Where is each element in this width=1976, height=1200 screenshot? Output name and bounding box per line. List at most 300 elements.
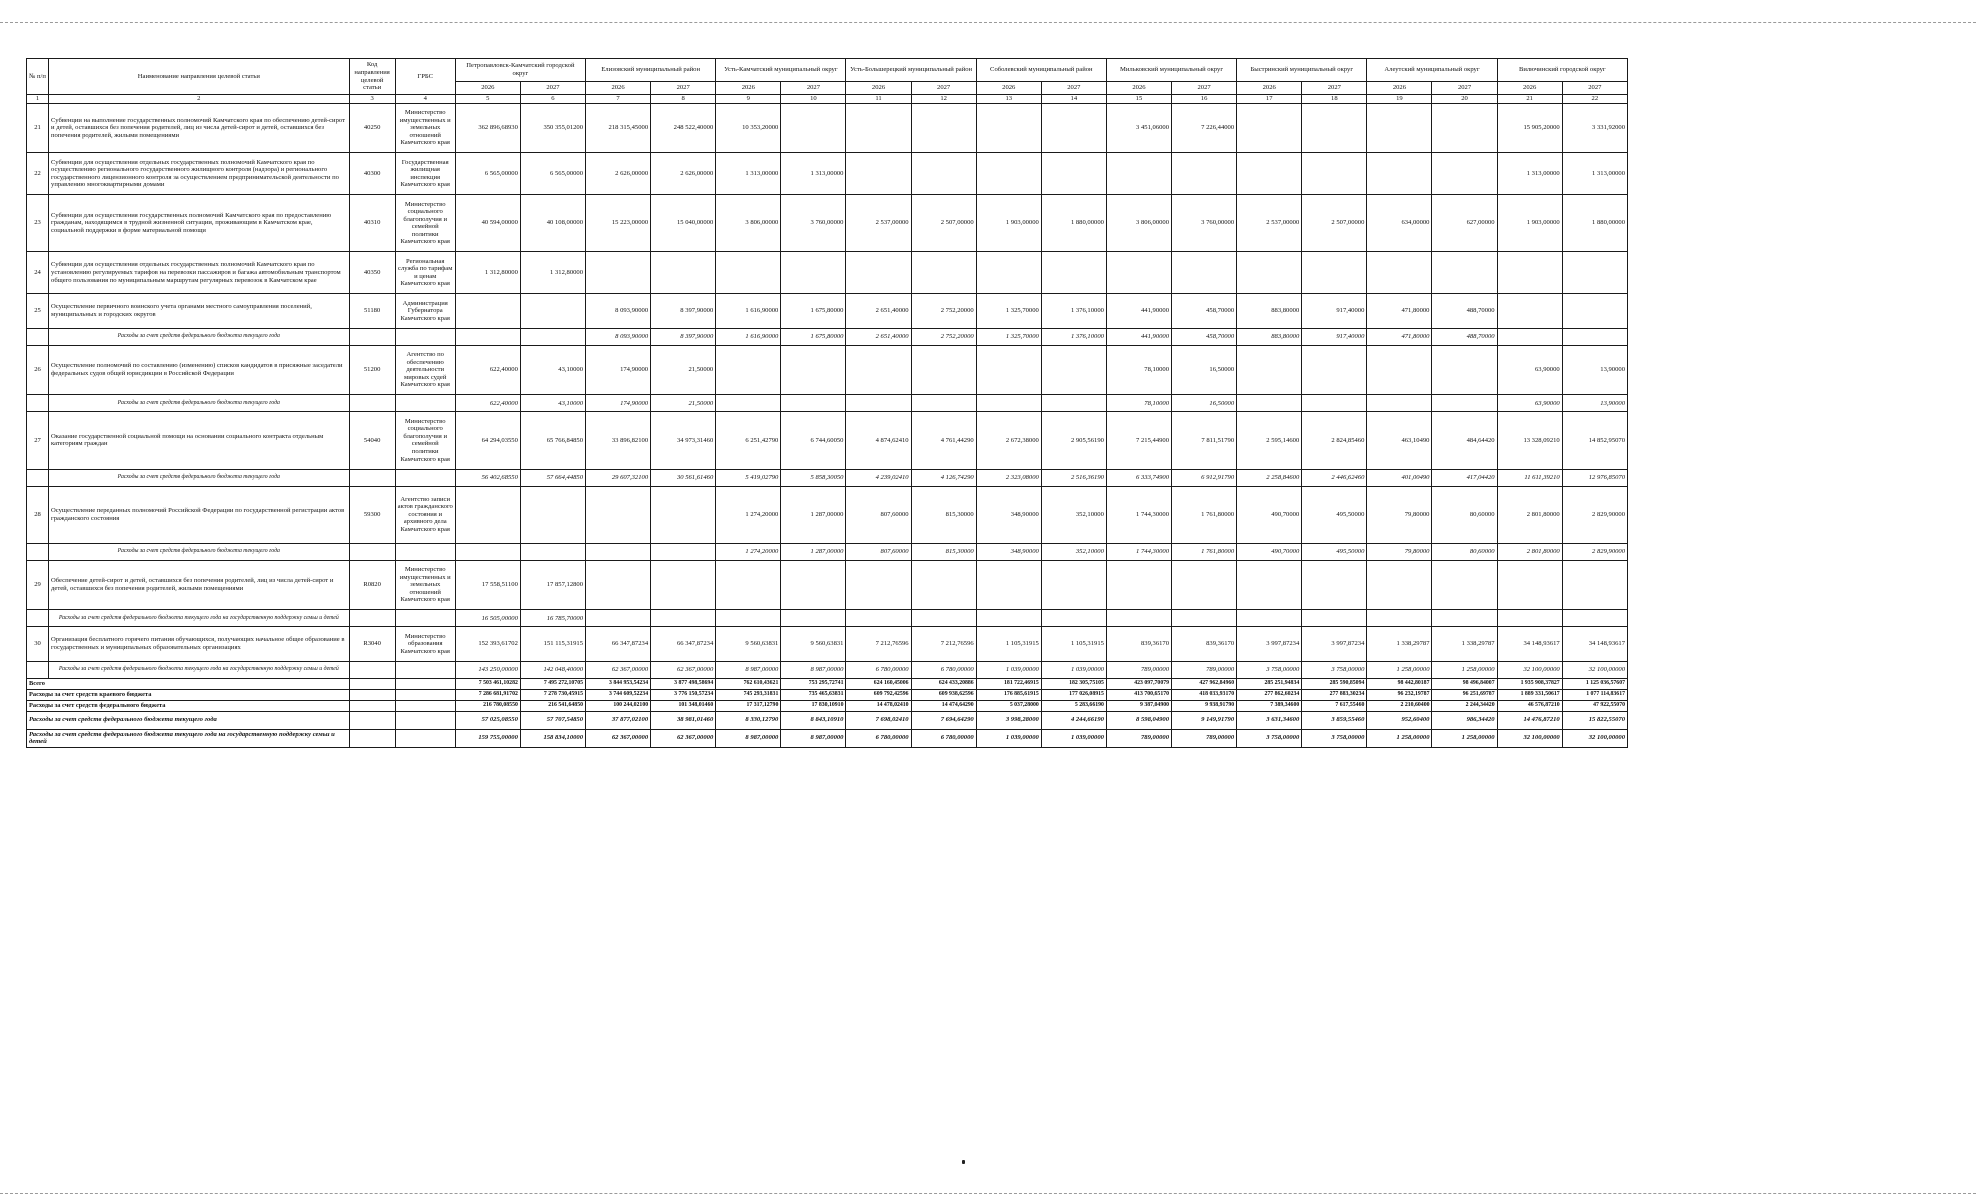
header-column-index: 1	[27, 95, 49, 104]
value-cell: 839,36170	[1106, 627, 1171, 661]
value-cell: 1 077 114,83617	[1562, 689, 1627, 700]
value-cell	[586, 252, 651, 294]
value-cell: 38 981,01460	[651, 711, 716, 729]
value-cell: 3 776 150,57234	[651, 689, 716, 700]
row-code: 54040	[349, 412, 395, 469]
row-number: 25	[27, 294, 49, 328]
value-cell: 3 998,28000	[976, 711, 1041, 729]
subrow-name: Расходы за счет средств федерального бюджета текущего года	[49, 328, 350, 345]
value-cell	[1497, 610, 1562, 627]
value-cell	[1432, 153, 1497, 195]
value-cell: 2 323,08000	[976, 469, 1041, 486]
value-cell: 17 857,12800	[520, 560, 585, 610]
value-cell	[1302, 103, 1367, 153]
value-cell: 735 465,63831	[781, 689, 846, 700]
value-cell: 7 694,64290	[911, 711, 976, 729]
header-district: Усть-Камчатский муниципальный округ	[716, 59, 846, 82]
table-row	[27, 252, 1628, 294]
value-cell: 9 560,63831	[781, 627, 846, 661]
row-code: 51180	[349, 294, 395, 328]
value-cell: 1 039,00000	[976, 729, 1041, 747]
value-cell	[1562, 560, 1627, 610]
value-cell: 1 616,90000	[716, 294, 781, 328]
value-cell: 14 852,95070	[1562, 412, 1627, 469]
header-district: Вилючинский городской округ	[1497, 59, 1627, 82]
row-code-empty	[349, 610, 395, 627]
value-cell: 13,90000	[1562, 345, 1627, 395]
header-district: Быстринский муниципальный округ	[1237, 59, 1367, 82]
row-grbs: Министерство социального благополучия и семейной политики Камчатского края	[395, 195, 455, 252]
totals-row	[27, 711, 1628, 729]
value-cell: 174,90000	[586, 345, 651, 395]
header-year: 2027	[1041, 82, 1106, 95]
value-cell	[976, 103, 1041, 153]
table-subrow	[27, 610, 1628, 627]
header-column-index: 13	[976, 95, 1041, 104]
value-cell: 1 313,00000	[781, 153, 846, 195]
row-code-empty	[349, 700, 395, 711]
totals-name: Расходы за счет средств федерального бюджета	[27, 700, 350, 711]
value-cell: 143 250,00000	[455, 661, 520, 678]
value-cell: 789,00000	[1172, 729, 1237, 747]
value-cell: 7 389,34600	[1237, 700, 1302, 711]
value-cell: 62 367,00000	[651, 729, 716, 747]
value-cell: 65 766,84850	[520, 412, 585, 469]
value-cell: 417,04420	[1432, 469, 1497, 486]
value-cell: 14 476,87210	[1497, 711, 1562, 729]
value-cell	[1562, 610, 1627, 627]
value-cell	[781, 252, 846, 294]
row-grbs-empty	[395, 689, 455, 700]
value-cell: 883,80000	[1237, 328, 1302, 345]
header-year: 2026	[846, 82, 911, 95]
value-cell: 627,00000	[1432, 195, 1497, 252]
value-cell	[1237, 252, 1302, 294]
value-cell: 609 792,42596	[846, 689, 911, 700]
value-cell: 490,70000	[1237, 486, 1302, 543]
row-grbs: Министерство образования Камчатского края	[395, 627, 455, 661]
value-cell: 57 664,44850	[520, 469, 585, 486]
value-cell: 6 251,42790	[716, 412, 781, 469]
value-cell	[781, 560, 846, 610]
value-cell: 3 331,92000	[1562, 103, 1627, 153]
value-cell: 7 215,44900	[1106, 412, 1171, 469]
row-number: 21	[27, 103, 49, 153]
value-cell: 2 537,00000	[1237, 195, 1302, 252]
value-cell: 3 997,87234	[1302, 627, 1367, 661]
totals-name: Расходы за счет средств краевого бюджета	[27, 689, 350, 700]
value-cell: 8 987,00000	[716, 729, 781, 747]
header-column-index: 15	[1106, 95, 1171, 104]
value-cell	[1497, 328, 1562, 345]
header-column-index: 17	[1237, 95, 1302, 104]
value-cell: 47 922,55070	[1562, 700, 1627, 711]
value-cell: 418 033,93170	[1172, 689, 1237, 700]
value-cell: 10 353,20000	[716, 103, 781, 153]
value-cell: 8 093,90000	[586, 294, 651, 328]
value-cell	[911, 153, 976, 195]
value-cell: 14 474,64290	[911, 700, 976, 711]
value-cell: 634,00000	[1367, 195, 1432, 252]
value-cell: 1 039,00000	[1041, 729, 1106, 747]
value-cell: 9 938,91790	[1172, 700, 1237, 711]
subrow-name: Расходы за счет средств федерального бюджета текущего года	[49, 395, 350, 412]
value-cell: 1 376,10000	[1041, 328, 1106, 345]
header-district: Усть-Большерецкий муниципальный район	[846, 59, 976, 82]
header-year: 2026	[976, 82, 1041, 95]
value-cell: 1 312,80000	[520, 252, 585, 294]
value-cell: 1 258,00000	[1367, 661, 1432, 678]
subrow-name: Расходы за счет средств федерального бюджета текущего года	[49, 469, 350, 486]
table-row	[27, 345, 1628, 395]
header-column-index: 22	[1562, 95, 1627, 104]
value-cell: 78,10000	[1106, 395, 1171, 412]
header-name: Наименование направления целевой статьи	[49, 59, 350, 95]
totals-row	[27, 700, 1628, 711]
value-cell	[1497, 294, 1562, 328]
row-grbs-empty	[395, 543, 455, 560]
row-name: Осуществление переданных полномочий Российской Федерации по государственной регистрации актов гражданского состояния	[49, 486, 350, 543]
value-cell: 1 675,80000	[781, 328, 846, 345]
value-cell	[1302, 395, 1367, 412]
row-grbs-empty	[395, 469, 455, 486]
value-cell: 79,80000	[1367, 543, 1432, 560]
value-cell: 463,10490	[1367, 412, 1432, 469]
header-district: Соболевский муниципальный район	[976, 59, 1106, 82]
value-cell: 1 313,00000	[1562, 153, 1627, 195]
value-cell: 2 672,38000	[976, 412, 1041, 469]
value-cell: 64 294,03550	[455, 412, 520, 469]
subrow-name: Расходы за счет средств федерального бюджета текущего года на государственную поддержку семьи и детей	[49, 661, 350, 678]
row-code: R3040	[349, 627, 395, 661]
value-cell	[1041, 560, 1106, 610]
value-cell: 2 595,14600	[1237, 412, 1302, 469]
header-year: 2026	[1237, 82, 1302, 95]
value-cell: 1 125 036,57607	[1562, 678, 1627, 689]
value-cell	[911, 560, 976, 610]
value-cell: 815,30000	[911, 486, 976, 543]
value-cell: 57 025,08550	[455, 711, 520, 729]
value-cell: 7 212,76596	[911, 627, 976, 661]
value-cell: 2 651,40000	[846, 294, 911, 328]
row-code: 59300	[349, 486, 395, 543]
value-cell: 96 232,19787	[1367, 689, 1432, 700]
value-cell	[781, 610, 846, 627]
row-code-empty	[349, 661, 395, 678]
row-grbs: Министерство имущественных и земельных отношений Камчатского края	[395, 103, 455, 153]
value-cell: 348,90000	[976, 543, 1041, 560]
header-column-index: 9	[716, 95, 781, 104]
value-cell	[911, 610, 976, 627]
value-cell: 917,40000	[1302, 328, 1367, 345]
value-cell: 441,90000	[1106, 294, 1171, 328]
value-cell	[455, 294, 520, 328]
value-cell	[586, 560, 651, 610]
value-cell: 622,40000	[455, 345, 520, 395]
value-cell: 1 274,20000	[716, 543, 781, 560]
value-cell: 62 367,00000	[651, 661, 716, 678]
row-name: Субвенции для осуществления отдельных государственных полномочий Камчатского края по осуществлению регионального государственного жилищного контроля (надзора) и регионального государственного лицензионного контроля за осуществлением предпринимательской деятельности по управлению многоквартирными домами	[49, 153, 350, 195]
value-cell	[520, 294, 585, 328]
value-cell	[520, 328, 585, 345]
value-cell: 495,50000	[1302, 543, 1367, 560]
value-cell: 1 761,80000	[1172, 486, 1237, 543]
row-code-empty	[349, 328, 395, 345]
value-cell	[1041, 610, 1106, 627]
value-cell: 158 834,10000	[520, 729, 585, 747]
value-cell: 3 451,06000	[1106, 103, 1171, 153]
row-number-empty	[27, 610, 49, 627]
value-cell: 6 780,00000	[846, 661, 911, 678]
value-cell: 3 758,00000	[1302, 661, 1367, 678]
row-name: Осуществление первичного воинского учета органами местного самоуправления поселений, муниципальных и городских округов	[49, 294, 350, 328]
value-cell: 8 987,00000	[781, 729, 846, 747]
value-cell	[1432, 103, 1497, 153]
value-cell: 789,00000	[1106, 729, 1171, 747]
value-cell	[455, 328, 520, 345]
value-cell	[1497, 252, 1562, 294]
value-cell: 9 149,91790	[1172, 711, 1237, 729]
value-cell: 11 611,39210	[1497, 469, 1562, 486]
value-cell: 484,64420	[1432, 412, 1497, 469]
row-name: Организация бесплатного горячего питания обучающихся, получающих начальное общее образование в государственных и муниципальных образовательных организациях	[49, 627, 350, 661]
header-column-index: 11	[846, 95, 911, 104]
value-cell: 2 905,56190	[1041, 412, 1106, 469]
value-cell: 248 522,40000	[651, 103, 716, 153]
value-cell: 5 037,28000	[976, 700, 1041, 711]
header-column-index: 16	[1172, 95, 1237, 104]
value-cell: 7 503 461,10282	[455, 678, 520, 689]
value-cell: 56 402,68550	[455, 469, 520, 486]
value-cell: 63,90000	[1497, 345, 1562, 395]
value-cell: 3 859,55460	[1302, 711, 1367, 729]
row-number: 22	[27, 153, 49, 195]
value-cell: 182 305,75105	[1041, 678, 1106, 689]
row-number: 23	[27, 195, 49, 252]
value-cell: 78,10000	[1106, 345, 1171, 395]
table-body	[27, 103, 1628, 747]
value-cell: 181 722,46915	[976, 678, 1041, 689]
row-code-empty	[349, 711, 395, 729]
value-cell: 3 760,00000	[781, 195, 846, 252]
row-grbs-empty	[395, 395, 455, 412]
row-code: 40300	[349, 153, 395, 195]
value-cell: 3 631,34600	[1237, 711, 1302, 729]
value-cell: 1 338,29787	[1367, 627, 1432, 661]
value-cell: 490,70000	[1237, 543, 1302, 560]
value-cell	[1432, 610, 1497, 627]
row-number: 29	[27, 560, 49, 610]
row-grbs: Администрация Губернатора Камчатского края	[395, 294, 455, 328]
table-row	[27, 294, 1628, 328]
value-cell: 1 880,00000	[1562, 195, 1627, 252]
value-cell: 1 258,00000	[1367, 729, 1432, 747]
value-cell	[1302, 153, 1367, 195]
value-cell: 7 811,51790	[1172, 412, 1237, 469]
header-grbs: ГРБС	[395, 59, 455, 95]
header-year: 2026	[716, 82, 781, 95]
value-cell: 216 780,08550	[455, 700, 520, 711]
value-cell: 277 883,30234	[1302, 689, 1367, 700]
value-cell: 423 097,70079	[1106, 678, 1171, 689]
value-cell: 348,90000	[976, 486, 1041, 543]
value-cell: 753 295,72741	[781, 678, 846, 689]
value-cell	[911, 345, 976, 395]
header-district: Елизовский муниципальный район	[586, 59, 716, 82]
header-code: Код направления целевой статьи	[349, 59, 395, 95]
value-cell	[1497, 560, 1562, 610]
value-cell: 3 844 953,54234	[586, 678, 651, 689]
value-cell	[781, 345, 846, 395]
value-cell: 29 607,32100	[586, 469, 651, 486]
value-cell: 1 313,00000	[1497, 153, 1562, 195]
value-cell: 3 997,87234	[1237, 627, 1302, 661]
value-cell: 66 347,87234	[651, 627, 716, 661]
value-cell	[1562, 252, 1627, 294]
value-cell	[586, 486, 651, 543]
value-cell	[1041, 103, 1106, 153]
value-cell	[1041, 345, 1106, 395]
value-cell: 352,10000	[1041, 486, 1106, 543]
value-cell: 609 938,62596	[911, 689, 976, 700]
value-cell: 6 780,00000	[846, 729, 911, 747]
header-district: Мильковский муниципальный округ	[1106, 59, 1236, 82]
value-cell: 1 880,00000	[1041, 195, 1106, 252]
value-cell	[911, 252, 976, 294]
value-cell: 159 755,00000	[455, 729, 520, 747]
value-cell: 62 367,00000	[586, 661, 651, 678]
row-code-empty	[349, 729, 395, 747]
value-cell: 1 675,80000	[781, 294, 846, 328]
value-cell: 37 877,02100	[586, 711, 651, 729]
value-cell	[1237, 153, 1302, 195]
row-code: 40250	[349, 103, 395, 153]
value-cell: 427 962,84960	[1172, 678, 1237, 689]
row-grbs: Агентство записи актов гражданского состояния и архивного дела Камчатского края	[395, 486, 455, 543]
value-cell: 762 610,43621	[716, 678, 781, 689]
value-cell	[1302, 560, 1367, 610]
value-cell: 1 889 331,50617	[1497, 689, 1562, 700]
value-cell: 624 160,45006	[846, 678, 911, 689]
value-cell: 7 698,02410	[846, 711, 911, 729]
value-cell	[1041, 153, 1106, 195]
value-cell: 6 565,00000	[455, 153, 520, 195]
scan-top-edge	[0, 22, 1976, 23]
table-subrow	[27, 328, 1628, 345]
value-cell: 1 903,00000	[1497, 195, 1562, 252]
value-cell: 152 393,61702	[455, 627, 520, 661]
value-cell	[1367, 560, 1432, 610]
value-cell: 2 210,60400	[1367, 700, 1432, 711]
value-cell	[455, 486, 520, 543]
value-cell	[846, 103, 911, 153]
value-cell: 3 758,00000	[1237, 729, 1302, 747]
row-grbs: Государственная жилищная инспекция Камчатского края	[395, 153, 455, 195]
value-cell	[846, 252, 911, 294]
value-cell: 2 626,00000	[651, 153, 716, 195]
row-grbs: Агентство по обеспечению деятельности мировых судей Камчатского края	[395, 345, 455, 395]
value-cell	[651, 543, 716, 560]
value-cell: 30 561,61460	[651, 469, 716, 486]
value-cell: 63,90000	[1497, 395, 1562, 412]
value-cell: 33 896,82100	[586, 412, 651, 469]
value-cell: 14 478,02410	[846, 700, 911, 711]
value-cell	[520, 543, 585, 560]
value-cell: 362 896,68930	[455, 103, 520, 153]
header-year: 2027	[911, 82, 976, 95]
value-cell: 5 283,66190	[1041, 700, 1106, 711]
value-cell: 8 843,10910	[781, 711, 846, 729]
value-cell	[1041, 252, 1106, 294]
value-cell: 7 278 730,45915	[520, 689, 585, 700]
row-grbs-empty	[395, 328, 455, 345]
value-cell: 1 313,00000	[716, 153, 781, 195]
table-subrow	[27, 395, 1628, 412]
value-cell	[846, 560, 911, 610]
value-cell	[1106, 252, 1171, 294]
value-cell	[846, 153, 911, 195]
row-code-empty	[349, 689, 395, 700]
value-cell: 1 744,30000	[1106, 543, 1171, 560]
header-year: 2027	[1302, 82, 1367, 95]
row-name: Субвенции для осуществления государственных полномочий Камчатского края по предоставлению гражданам, находящимся в трудной жизненной ситуации, проживающим в Камчатском крае, социальной поддержки в форме материальной помощи	[49, 195, 350, 252]
value-cell: 986,34420	[1432, 711, 1497, 729]
header-column-index: 19	[1367, 95, 1432, 104]
value-cell	[1432, 252, 1497, 294]
table-row	[27, 486, 1628, 543]
row-grbs-empty	[395, 661, 455, 678]
value-cell: 98 496,84007	[1432, 678, 1497, 689]
value-cell	[1172, 153, 1237, 195]
row-number: 24	[27, 252, 49, 294]
value-cell	[976, 345, 1041, 395]
value-cell: 2 752,20000	[911, 294, 976, 328]
value-cell: 17 830,10910	[781, 700, 846, 711]
value-cell	[716, 560, 781, 610]
value-cell	[976, 610, 1041, 627]
value-cell: 488,70000	[1432, 294, 1497, 328]
header-column-index: 8	[651, 95, 716, 104]
header-column-index: 10	[781, 95, 846, 104]
value-cell	[1237, 610, 1302, 627]
row-number-empty	[27, 328, 49, 345]
value-cell: 12 976,85070	[1562, 469, 1627, 486]
value-cell: 8 397,90000	[651, 328, 716, 345]
header-column-index: 7	[586, 95, 651, 104]
header-year: 2026	[1367, 82, 1432, 95]
value-cell: 624 433,20886	[911, 678, 976, 689]
value-cell: 8 987,00000	[781, 661, 846, 678]
value-cell	[781, 103, 846, 153]
value-cell: 80,60000	[1432, 486, 1497, 543]
header-column-index: 2	[49, 95, 350, 104]
subrow-name: Расходы за счет средств федерального бюджета текущего года на государственную поддержку семьи и детей	[49, 610, 350, 627]
value-cell: 34 973,31460	[651, 412, 716, 469]
value-cell: 4 874,62410	[846, 412, 911, 469]
value-cell: 441,90000	[1106, 328, 1171, 345]
value-cell: 98 442,80187	[1367, 678, 1432, 689]
header-year: 2026	[455, 82, 520, 95]
value-cell: 2 507,00000	[911, 195, 976, 252]
row-name: Обеспечение детей-сирот и детей, оставшихся без попечения родителей, лиц из числа детей-сирот и детей, оставшихся без попечения родителей, жилыми помещениями	[49, 560, 350, 610]
value-cell	[1302, 345, 1367, 395]
value-cell	[455, 543, 520, 560]
value-cell: 471,80000	[1367, 294, 1432, 328]
value-cell: 1 761,80000	[1172, 543, 1237, 560]
value-cell: 1 616,90000	[716, 328, 781, 345]
value-cell	[1237, 395, 1302, 412]
header-column-index: 4	[395, 95, 455, 104]
